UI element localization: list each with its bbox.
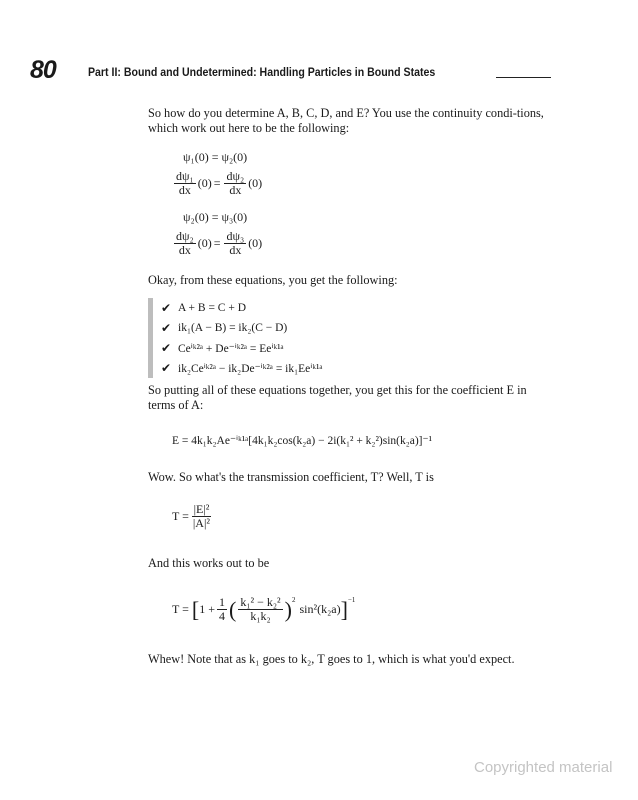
list-item-text: ik₁(A − B) = ik₂(C − D) (178, 322, 288, 334)
fraction-numerator: dψ₂ (226, 169, 245, 183)
argument: (0) (197, 236, 212, 250)
list-item (161, 358, 323, 378)
equation-E: E = 4k₁k₂Ae⁻ⁱᵏ¹ᵃ[4k₁k₂cos(k₂a) − 2i(k₁² + k₂²)sin(k₂a)]⁻¹ (172, 435, 433, 447)
running-head: Part II: Bound and Undetermined: Handling Particles in Bound States (88, 65, 436, 79)
fraction-numerator: |E|² (193, 502, 210, 516)
paragraph-continuity-intro: So how do you determine A, B, C, D, and E? You use the continuity condi-tions, which work out here to be the following: (148, 106, 544, 135)
equation-one-plus: 1 + (199, 602, 215, 616)
equation-continuity-3: ψ₂(0) = ψ₃(0) (183, 210, 248, 224)
fraction (217, 596, 227, 623)
list-item (161, 298, 323, 318)
outer-exponent: −1 (347, 596, 356, 604)
list-item-text: A + B = C + D (178, 302, 247, 314)
fraction-numerator: 1 (219, 595, 225, 609)
fraction-denominator: dx (229, 183, 242, 197)
fraction (174, 230, 196, 257)
fraction-denominator: dx (229, 243, 242, 257)
check-icon: ✔ (161, 341, 172, 355)
fraction-numerator: dψ₃ (226, 229, 245, 243)
fraction-denominator: k₁k₂ (250, 609, 271, 623)
list-item (161, 318, 323, 338)
fraction (238, 596, 282, 623)
paragraph-equations-intro: Okay, from these equations, you get the following: (148, 273, 398, 287)
watermark: Copyrighted material (474, 759, 613, 776)
equation-continuity-4: $\frac{\text{dψ₂}}{dx}$ (0) = $\frac{\text{dψ₃}}{dx}$ (0) (176, 229, 263, 257)
fraction (224, 170, 246, 197)
header-rule (496, 77, 551, 78)
equation-prefix: T = (172, 509, 189, 523)
list-item (161, 338, 323, 358)
list-item-text: ik₂Ceⁱᵏ²ᵃ − ik₂De⁻ⁱᵏ²ᵃ = ik₁Eeⁱᵏ¹ᵃ (178, 363, 323, 375)
page-number: 80 (30, 56, 56, 84)
paragraph-transmission-question: Wow. So what's the transmission coefficient, T? Well, T is (148, 470, 434, 484)
fraction (224, 230, 246, 257)
argument: (0) (197, 176, 212, 190)
fraction-denominator: 4 (219, 609, 225, 623)
paragraph-coefficient-E: So putting all of these equations together, you get this for the coefficient E in terms of A: (148, 383, 527, 412)
paragraph-whew: Whew! Note that as k₁ goes to k₂, T goes to 1, which is what you'd expect. (148, 652, 515, 666)
fraction-numerator: dψ₁ (176, 169, 194, 183)
fraction-denominator: dx (178, 183, 191, 197)
fraction-denominator: |A|² (192, 516, 210, 530)
sin-term: sin²(k₂a) (299, 602, 341, 616)
equation-prefix: T = (172, 602, 189, 616)
argument: (0) (248, 236, 263, 250)
list-item-text: Ceⁱᵏ²ᵃ + De⁻ⁱᵏ²ᵃ = Eeⁱᵏ¹ᵃ (178, 343, 284, 355)
equation-T-definition (172, 503, 214, 530)
fraction-numerator: k₁² − k₂² (240, 595, 281, 609)
argument: (0) (248, 176, 263, 190)
bullet-list (148, 298, 323, 378)
fraction-denominator: dx (178, 243, 191, 257)
check-icon: ✔ (161, 321, 172, 335)
equation-continuity-2: $\frac{\text{dψ₁}}{dx}$ (0) = $\frac{\text{dψ₂}}{dx}$ (0) (176, 169, 263, 197)
equation-continuity-1: ψ₁(0) = ψ₂(0) (183, 150, 248, 164)
equation-T-result: T = [ 1 + $\frac{1}{4}$ ( $\frac{\text{k₁² − k₂²}}{\text{k₁k₂}}$ ) $^2$ sin²(k₂a) ] $^{-1}$ (172, 595, 356, 623)
fraction-numerator: dψ₂ (176, 229, 194, 243)
paragraph-works-out: And this works out to be (148, 556, 270, 570)
check-icon: ✔ (161, 301, 172, 315)
fraction (191, 503, 212, 530)
inner-exponent: 2 (292, 596, 296, 604)
check-icon: ✔ (161, 361, 172, 375)
fraction (174, 170, 196, 197)
